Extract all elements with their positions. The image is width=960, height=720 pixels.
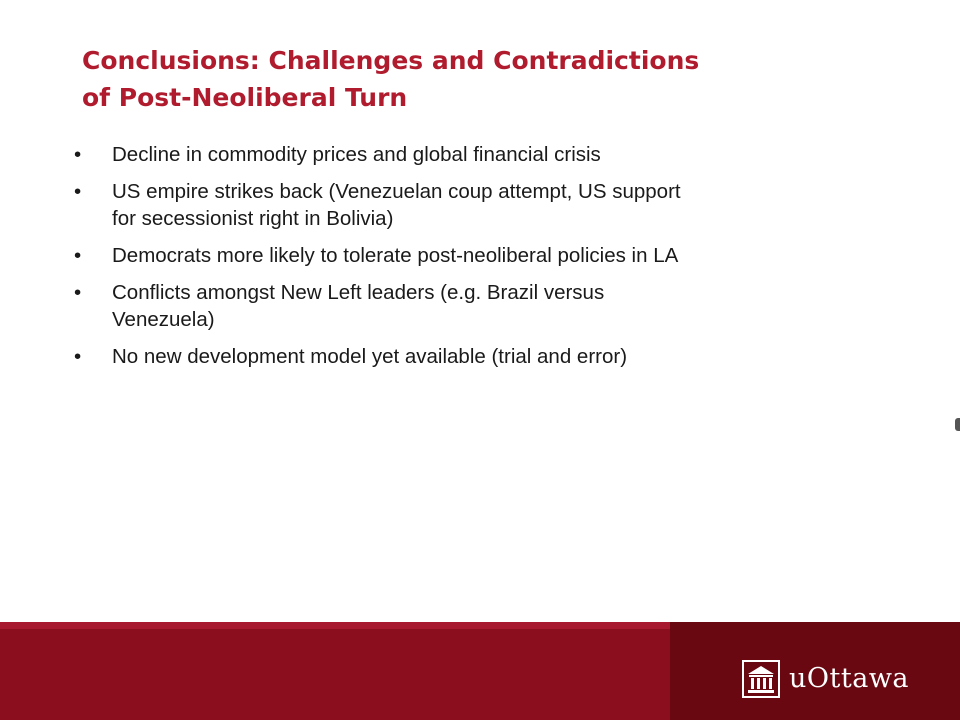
slide-title-line-2: of Post-Neoliberal Turn [82, 83, 408, 112]
bullet-text: US empire strikes back (Venezuelan coup attempt, US support [112, 180, 681, 203]
university-logo-text: uOttawa [789, 663, 910, 694]
bullet-item [74, 242, 874, 269]
bullet-list [74, 141, 874, 380]
bullet-marker: • [74, 180, 82, 203]
bullet-text-continuation: Venezuela) [112, 308, 215, 331]
bullet-item [74, 279, 874, 333]
bullet-marker: • [74, 345, 82, 368]
footer-logo-panel [670, 622, 960, 720]
bullet-text: Conflicts amongst New Left leaders (e.g. Brazil versus [112, 281, 605, 304]
bullet-item [74, 343, 874, 370]
bullet-marker: • [74, 244, 82, 267]
bullet-text: Democrats more likely to tolerate post-neoliberal policies in LA [112, 244, 679, 267]
footer-band [0, 622, 960, 720]
slide-title [82, 42, 882, 116]
edge-mark [955, 418, 960, 431]
slide-title-line-1: Conclusions: Challenges and Contradictions [82, 46, 700, 75]
bullet-text-continuation: for secessionist right in Bolivia) [112, 207, 394, 230]
bullet-marker: • [74, 281, 82, 304]
bullet-text: No new development model yet available (trial and error) [112, 345, 628, 368]
bullet-item [74, 141, 874, 168]
university-building-icon [742, 660, 780, 698]
bullet-marker: • [74, 143, 82, 166]
bullet-item [74, 178, 874, 232]
bullet-text: Decline in commodity prices and global financial crisis [112, 143, 601, 166]
